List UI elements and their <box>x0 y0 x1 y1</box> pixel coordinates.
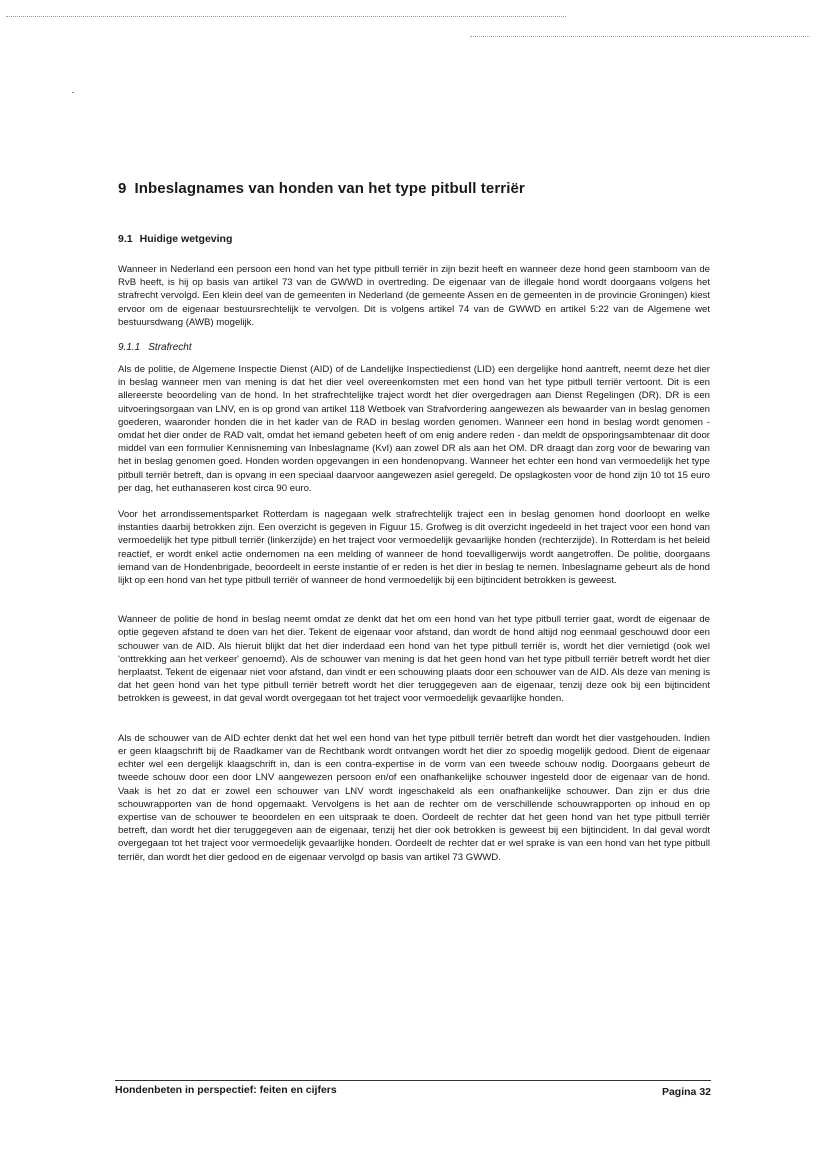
page-content <box>118 180 710 877</box>
subsection-heading <box>118 342 710 353</box>
intro-paragraph: Wanneer in Nederland een persoon een hond van het type pitbull terriër in zijn bezit heeft en wanneer deze hond geen stamboom van de RvB heeft, is hij op basis van artikel 73 van de GWWD in overtreding. De eigenaar van de illegale hond wordt doorgaans volgens het strafrecht vervolgd. Een klein deel van de gemeenten in Nederland (de gemeente Assen en de gemeenten in de provincie Groningen) kiest ervoor om de eigenaar bestuursrechtelijk te vervolgen. Dit is volgens artikel 74 van de GWWD en artikel 5:22 van de Algemene wet bestuursdwang (AWB) mogelijk. <box>118 264 710 328</box>
section-heading <box>118 233 710 245</box>
page-footer <box>115 1080 711 1098</box>
body-paragraph: Als de politie, de Algemene Inspectie Dienst (AID) of de Landelijke Inspectiedienst (LID) een dergelijke hond aantreft, neemt deze het dier in beslag wanneer men van mening is dat het dier veel overeenkomsten met een hond van het type pitbull terriër vertoont. Dit is een allereerste beoordeling van de hond. In het strafrechtelijke traject wordt het dier overgedragen aan Dienst Regelingen (DR). DR is een uitvoeringsorgaan van LNV, en is op grond van artikel 118 Wetboek van Strafvordering aangewezen als bewaarder van in beslag genomen goederen, waaronder honden die in het kader van de RAD in beslag worden genomen. Wanneer een hond in beslag wordt genomen - omdat het dier onder de RAD valt, omdat het iemand gebeten heeft of om enig andere reden - dan meldt de opsporingsambtenaar dit door middel van een formulier Kennisneming van Inbeslagname (KvI) aan zowel DR als aan het OM. DR draagt dan zorg voor de bewaring van het in beslag genomen goed. Honden worden opgevangen in een hondenopvang. Wanneer het echter een hond van vermoedelijk het type pitbull terriër betreft, dan is opvang in een speciaal daarvoor aangewezen asiel geregeld. De opslagkosten voor de hond zijn 10 tot 15 euro per dag, het euthanaseren kost circa 90 euro. <box>118 364 710 494</box>
section-number: 9.1 <box>118 233 133 245</box>
body-paragraph: Als de schouwer van de AID echter denkt dat het wel een hond van het type pitbull terriër betreft dan wordt het dier vastgehouden. Indien er geen klaagschrift bij de Raadkamer van de Rechtbank wordt ontvangen wordt het dier zo spoedig mogelijk gedood. Dient de eigenaar echter wel een dergelijk klaagschrift in, dan is een contra-expertise in de vorm van een tweede schouw nodig. Doorgaans gebeurt de tweede schouw door een door LNV aangewezen persoon en/of een onafhankelijke schouwer ingesteld door de eigenaar van de hond. Vaak is het zo dat er zowel een schouwer van LNV wordt ingeschakeld als een onafhankelijke schouwer. Dan zijn er dus drie schouwrapporten van de hond opgemaakt. Vervolgens is het aan de rechter om de verschillende schouwrapporten op inhoud en op expertise van de schouwer te beoordelen en een uitspraak te doen. Oordeelt de rechter dat het geen hond van het type pitbull terriër betreft, dan wordt het dier teruggegeven aan de eigenaar, tenzij het dier ook betrokken is geweest bij een bijtincident. In dal geval wordt overgegaan tot het traject voor vermoedelijk gevaarlijke honden. Oordeelt de rechter dat er wel sprake is van een hond van het type pitbull terriër, dan wordt het dier gedood en de eigenaar vervolgd op basis van artikel 73 GWWD. <box>118 732 710 863</box>
scan-artifact-line <box>6 16 566 17</box>
scan-speck <box>72 92 74 93</box>
subsection-title: Strafrecht <box>148 342 192 354</box>
body-paragraph: Wanneer de politie de hond in beslag neemt omdat ze denkt dat het om een hond van het type pitbull terrier gaat, wordt de eigenaar de optie gegeven afstand te doen van het dier. Tekent de eigenaar voor afstand, dan wordt de hond altijd nog eenmaal geschouwd door een schouwer van de AID. Als hieruit blijkt dat het dier inderdaad een hond van het type pitbull terriër is, wordt het dier vernietigd (ook wel 'onttrekking aan het verkeer' genoemd). Als de schouwer van mening is dat het geen hond van het type pitbull terriër betreft wordt het dier herplaatst. Tekent de eigenaar niet voor afstand, dan vindt er een schouwing plaats door een schouwer van de AID. Als deze van mening is dat het geen hond van het type pitbull terriër betreft wordt het dier teruggegeven aan de eigenaar, tenzij deze ook bij een bijtincident betrokken is geweest, in dat geval wordt overgegaan tot het traject voor vermoedelijk gevaarlijke honden. <box>118 614 710 705</box>
body-paragraph: Voor het arrondissementsparket Rotterdam is nagegaan welk strafrechtelijk traject een in beslag genomen hond doorloopt en welke instanties daarbij betrokken zijn. Een overzicht is gegeven in Figuur 15. Grofweg is dit overzicht ingedeeld in het traject voor een hond van vermoedelijk het type pitbull terriër (linkerzijde) en het traject voor vermoedelijk gevaarlijke honden (rechterzijde). In Rotterdam is het beleid reactief, er wordt enkel actie ondernomen na een melding of wanneer de hond toevalligerwijs wordt aangetroffen. De politie, doorgaans iemand van de Hondenbrigade, beoordeelt in eerste instantie of er reden is het dier in beslag te nemen. Inbeslagname gebeurt als de hond lijkt op een hond van het type pitbull terriër of wanneer de hond vermoedelijk bij een bijtincident betrokken is geweest. <box>118 509 710 587</box>
chapter-heading <box>118 180 710 197</box>
chapter-title: Inbeslagnames van honden van het type pitbull terriër <box>134 180 525 197</box>
subsection-number: 9.1.1 <box>118 342 141 354</box>
scan-artifact-line <box>470 36 810 37</box>
page-number: Pagina 32 <box>661 1086 711 1098</box>
section-title: Huidige wetgeving <box>139 233 233 245</box>
footer-title: Hondenbeten in perspectief: feiten en cijfers <box>115 1084 337 1096</box>
chapter-number: 9 <box>118 180 127 197</box>
